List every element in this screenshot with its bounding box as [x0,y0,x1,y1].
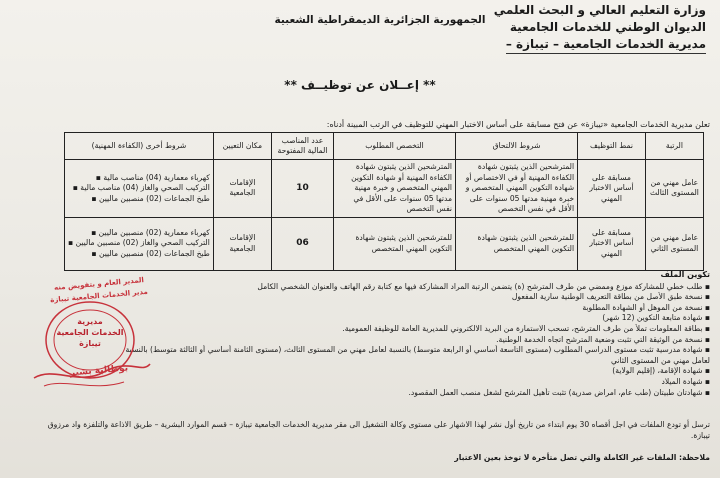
documents-section [120,270,710,398]
list-item: ▪ شهادة الميلاد [120,377,710,388]
other-item: كهرباء معمارية (04) مناصب مالية ▪ [68,173,210,184]
table-row [65,160,704,218]
seal-line: مديرية [77,317,103,326]
cell-grade: عامل مهني من المستوى الثاني [645,217,703,270]
stamp-line: المدير العام و بتفويض منه [53,276,145,292]
cell-conditions: المترشحين الذين يثبتون شهادة الكفاءة المهنية أو في الاختصاص أو شهادة التكوين المهني المتخصص و خبرة مهنية مدتها 05 سنوات على الأقل في نفس التخصص [456,160,578,218]
announcement-title: ** إعــلان عن توظيــف ** [284,78,436,92]
footer-note: ملاحظة: الملفات غير الكاملة والتي تصل متأخرة لا توخذ بعين الاعتبار [454,453,710,463]
official-stamp [24,278,154,396]
cell-grade: عامل مهني من المستوى الثالث [645,160,703,218]
other-item: التركيب الصحي والغاز (04) مناصب مالية ▪ [68,183,210,194]
list-item: ▪ شهادة الإقامة، (إقليم الولاية) [120,366,710,377]
cell-specialty: للمترشحين الذين يثبتون شهادة التكوين المهني المتخصص [333,217,455,270]
list-item: ▪ نسخة طبق الأصل من بطاقة التعريف الوطنية سارية المفعول [120,292,710,303]
table-row [65,217,704,270]
republic-title: الجمهورية الجزائرية الديمقراطية الشعبية [274,14,486,26]
cell-posts: 06 [271,217,333,270]
other-item: كهرباء معمارية (02) منصبين ماليين ▪ [68,228,210,239]
cell-place: الإقامات الجامعية [213,217,271,270]
list-item: ▪ بطاقة المعلومات تملأ من طرف المترشح، تسحب الاستمارة من البريد الالكتروني للمديرية العامة للوظيفة العمومية. [120,324,710,335]
list-item: ▪ طلب خطي للمشاركة موزع وممضي من طرف المترشح (ة) يتضمن الرتبة المراد المشاركة فيها مع كتابة رقم الهاتف والعنوان الشخصي الكامل [120,282,710,293]
header-grade: الرتبة [645,133,703,160]
office-line: الديوان الوطني للخدمات الجامعية [509,20,706,34]
list-item: ▪ شهادة متابعة التكوين (12 شهر) [120,313,710,324]
cell-specialty: المترشحين الذين يثبتون شهادة الكفاءة المهنية أو شهادة التكوين المهني المتخصص و خبرة مهنية مدتها 05 سنوات على الأقل في نفس التخصص [333,160,455,218]
header-specialty: التخصص المطلوب [333,133,455,160]
header-other: شروط أخرى (الكفاءة المهنية) [65,133,214,160]
jobs-table [64,132,704,271]
documents-title: تكوين الملف [660,270,710,279]
list-item: ▪ شهادتان طبيتان (طب عام، امراض صدرية) تثبت تأهيل المترشح لشغل منصب العمل المقصود. [120,388,710,399]
stamp-line: مدير الخدمات الجامعية تيبازة [49,287,149,305]
list-item: ▪ شهادة مدرسية تثبت مستوى الدراسي المطلوب (مستوى التاسعة أساسي أو الرابعة متوسط) بالنسبة لعامل مهني من المستوى الثالث، (مستوى الثامنة أساسي أو الثالثة متوسط) بالنسبة لعامل مهني من المستوى الثاني [120,345,710,366]
cell-mode: مسابقة على أساس الاختبار المهني [578,217,646,270]
footer-section [20,420,710,464]
seal-line: الخدمات الجامعية [56,328,124,337]
cell-mode: مسابقة على أساس الاختبار المهني [578,160,646,218]
header-mode: نمط التوظيف [578,133,646,160]
header-place: مكان التعيين [213,133,271,160]
header-posts: عدد المناصب المالية المفتوحة [271,133,333,160]
cell-place: الإقامات الجامعية [213,160,271,218]
directorate-line: مديرية الخدمات الجامعية – تيبازة – [506,36,706,54]
cell-conditions: للمترشحين الذين يثبتون شهادة التكوين المهني المتخصص [456,217,578,270]
signature: بوطالبة بشير [69,363,129,379]
documents-list [120,282,710,399]
cell-posts: 10 [271,160,333,218]
submission-text-end: تيبازة. [690,430,710,440]
ministry-line: وزارة التعليم العالي و البحث العلمي [493,3,706,17]
other-item: التركيب الصحي والغاز (02) منصبين ماليين ▪ [68,238,210,249]
ministry-header [486,2,706,54]
intro-text: تعلن مديرية الخدمات الجامعية «تيبازة» عن فتح مسابقة على أساس الاختبار المهني للتوظيف في الرتب المبينة أدناه: [326,120,710,129]
cell-other [65,217,214,270]
submission-text: ترسل أو تودع الملفات في اجل أقصاه 30 يوم ابتداء من تاريخ أول نشر لهذا الاشهار على مستوى وكالة التشغيل الى مقر مديرية الخدمات الجامعية تيبازة – قسم الموارد البشرية – طريق الاذاعة والتلفزة واد مرزوق [47,420,710,429]
seal-text [50,316,130,349]
header-conditions: شروط الالتحاق [456,133,578,160]
seal-line: تيبازة [79,339,101,348]
table-header-row [65,133,704,160]
cell-other [65,160,214,218]
list-item: ▪ نسخة من الموهل أو الشهادة المطلوبة [120,303,710,314]
list-item: ▪ نسخة من الوثيقة التي تثبت وضعية المترشح اتجاه الخدمة الوطنية. [120,335,710,346]
other-item: طبخ الجماعات (02) منصبين ماليين ▪ [68,249,210,260]
other-item: طبخ الجماعات (02) منصبين ماليين ▪ [68,194,210,205]
